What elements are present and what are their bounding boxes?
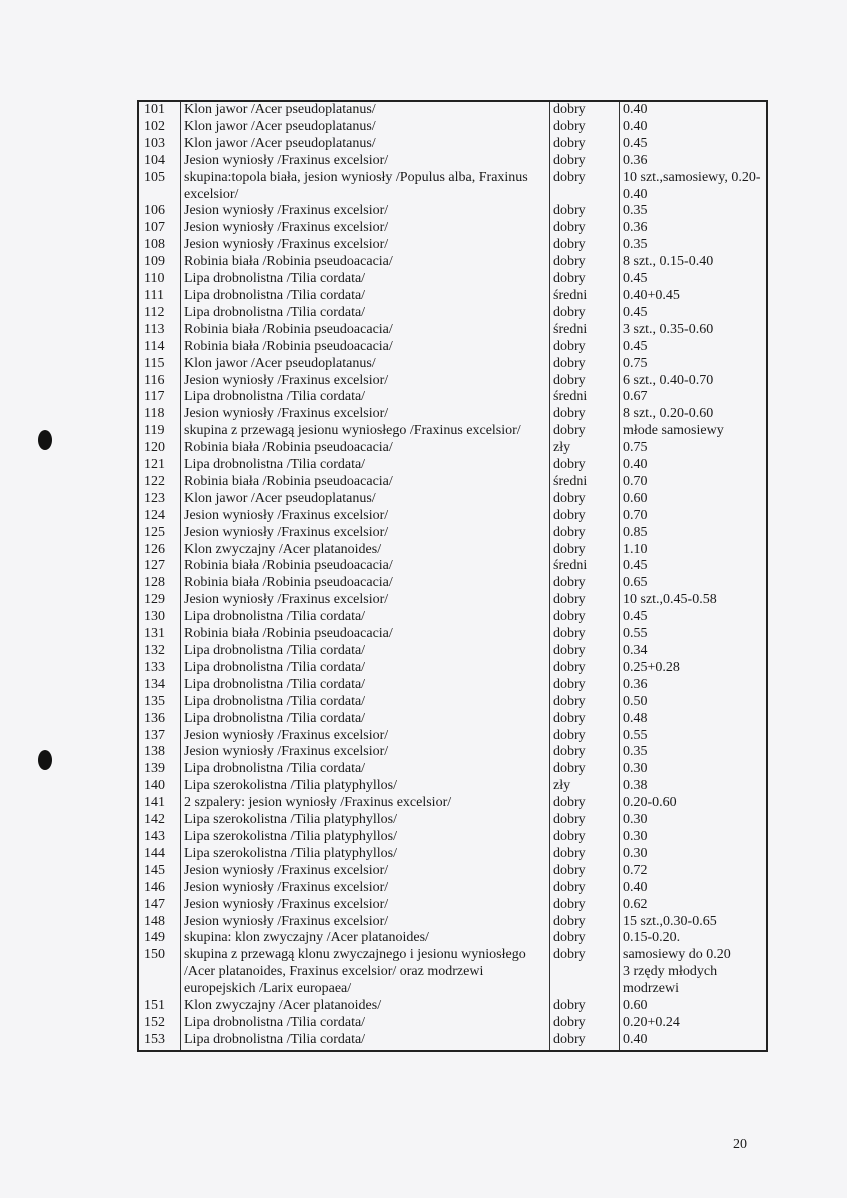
species-cell: Lipa drobnolistna /Tilia cordata/	[181, 761, 550, 778]
tree-inventory-body	[138, 101, 767, 1051]
table-row	[138, 101, 767, 119]
table-row	[138, 457, 767, 474]
diameter-cell: 1.10	[620, 542, 768, 559]
tree-number-cell: 107	[138, 220, 181, 237]
tree-number-cell: 106	[138, 203, 181, 220]
tree-number-cell: 149	[138, 930, 181, 947]
diameter-cell: 0.65	[620, 575, 768, 592]
species-cell: Robinia biała /Robinia pseudoacacia/	[181, 440, 550, 457]
condition-cell: dobry	[550, 660, 620, 677]
table-row	[138, 474, 767, 491]
species-cell: skupina z przewagą klonu zwyczajnego i jesionu wyniosłego /Acer platanoides, Fraxinus excelsior/ oraz modrzewi europejskich /Larix europaea/	[181, 947, 550, 998]
table-row	[138, 880, 767, 897]
diameter-cell: 0.45	[620, 136, 768, 153]
table-row	[138, 153, 767, 170]
diameter-cell: 0.50	[620, 694, 768, 711]
condition-cell: dobry	[550, 592, 620, 609]
tree-number-cell: 138	[138, 744, 181, 761]
table-row	[138, 170, 767, 204]
tree-number-cell: 136	[138, 711, 181, 728]
diameter-cell: 0.15-0.20.	[620, 930, 768, 947]
diameter-cell: 0.62	[620, 897, 768, 914]
tree-number-cell: 115	[138, 356, 181, 373]
condition-cell: dobry	[550, 1015, 620, 1032]
diameter-cell: 0.85	[620, 525, 768, 542]
tree-number-cell: 142	[138, 812, 181, 829]
table-row	[138, 660, 767, 677]
condition-cell: średni	[550, 474, 620, 491]
diameter-cell: 0.36	[620, 677, 768, 694]
condition-cell: dobry	[550, 795, 620, 812]
species-cell: Jesion wyniosły /Fraxinus excelsior/	[181, 863, 550, 880]
table-row	[138, 643, 767, 660]
tree-number-cell: 145	[138, 863, 181, 880]
tree-number-cell: 128	[138, 575, 181, 592]
tree-number-cell: 132	[138, 643, 181, 660]
condition-cell: dobry	[550, 880, 620, 897]
species-cell: Jesion wyniosły /Fraxinus excelsior/	[181, 203, 550, 220]
diameter-cell: 0.40	[620, 880, 768, 897]
condition-cell: dobry	[550, 136, 620, 153]
diameter-cell: 0.40	[620, 119, 768, 136]
diameter-cell: 0.34	[620, 643, 768, 660]
condition-cell: dobry	[550, 694, 620, 711]
condition-cell: dobry	[550, 998, 620, 1015]
species-cell: Lipa drobnolistna /Tilia cordata/	[181, 389, 550, 406]
table-row	[138, 795, 767, 812]
condition-cell: dobry	[550, 761, 620, 778]
species-cell: Klon jawor /Acer pseudoplatanus/	[181, 356, 550, 373]
species-cell: Jesion wyniosły /Fraxinus excelsior/	[181, 728, 550, 745]
table-row	[138, 829, 767, 846]
species-cell: Robinia biała /Robinia pseudoacacia/	[181, 254, 550, 271]
condition-cell: średni	[550, 288, 620, 305]
condition-cell: dobry	[550, 677, 620, 694]
tree-number-cell: 123	[138, 491, 181, 508]
tree-number-cell: 114	[138, 339, 181, 356]
species-cell: skupina z przewagą jesionu wyniosłego /Fraxinus excelsior/	[181, 423, 550, 440]
diameter-cell: 3 szt., 0.35-0.60	[620, 322, 768, 339]
table-row	[138, 1032, 767, 1051]
species-cell: Jesion wyniosły /Fraxinus excelsior/	[181, 237, 550, 254]
diameter-cell: 0.30	[620, 812, 768, 829]
condition-cell: dobry	[550, 220, 620, 237]
diameter-cell: 0.30	[620, 829, 768, 846]
table-row	[138, 998, 767, 1015]
species-cell: Lipa drobnolistna /Tilia cordata/	[181, 677, 550, 694]
tree-number-cell: 131	[138, 626, 181, 643]
table-row	[138, 677, 767, 694]
species-cell: Lipa drobnolistna /Tilia cordata/	[181, 711, 550, 728]
table-row	[138, 508, 767, 525]
species-cell: Klon zwyczajny /Acer platanoides/	[181, 542, 550, 559]
condition-cell: dobry	[550, 406, 620, 423]
condition-cell: dobry	[550, 339, 620, 356]
table-row	[138, 491, 767, 508]
species-cell: Jesion wyniosły /Fraxinus excelsior/	[181, 406, 550, 423]
table-row	[138, 389, 767, 406]
species-cell: Lipa drobnolistna /Tilia cordata/	[181, 271, 550, 288]
table-row	[138, 119, 767, 136]
tree-number-cell: 129	[138, 592, 181, 609]
species-cell: Robinia biała /Robinia pseudoacacia/	[181, 626, 550, 643]
diameter-cell: 8 szt., 0.15-0.40	[620, 254, 768, 271]
condition-cell: średni	[550, 558, 620, 575]
diameter-cell: 0.35	[620, 203, 768, 220]
table-row	[138, 711, 767, 728]
table-row	[138, 254, 767, 271]
condition-cell: dobry	[550, 575, 620, 592]
species-cell: Klon jawor /Acer pseudoplatanus/	[181, 136, 550, 153]
table-row	[138, 440, 767, 457]
page-number: 20	[733, 1137, 747, 1152]
diameter-cell: 0.20-0.60	[620, 795, 768, 812]
table-row	[138, 947, 767, 998]
species-cell: Lipa drobnolistna /Tilia cordata/	[181, 288, 550, 305]
species-cell: Lipa szerokolistna /Tilia platyphyllos/	[181, 829, 550, 846]
species-cell: Jesion wyniosły /Fraxinus excelsior/	[181, 914, 550, 931]
diameter-cell: 0.70	[620, 474, 768, 491]
tree-number-cell: 124	[138, 508, 181, 525]
tree-number-cell: 112	[138, 305, 181, 322]
condition-cell: dobry	[550, 271, 620, 288]
species-cell: Jesion wyniosły /Fraxinus excelsior/	[181, 897, 550, 914]
diameter-cell: 0.55	[620, 728, 768, 745]
table-row	[138, 203, 767, 220]
tree-number-cell: 102	[138, 119, 181, 136]
condition-cell: dobry	[550, 609, 620, 626]
condition-cell: dobry	[550, 153, 620, 170]
diameter-cell: 6 szt., 0.40-0.70	[620, 373, 768, 390]
condition-cell: dobry	[550, 863, 620, 880]
condition-cell: dobry	[550, 846, 620, 863]
diameter-cell: 0.35	[620, 744, 768, 761]
species-cell: Lipa drobnolistna /Tilia cordata/	[181, 643, 550, 660]
table-row	[138, 136, 767, 153]
diameter-cell: 0.45	[620, 305, 768, 322]
diameter-cell: 0.35	[620, 237, 768, 254]
tree-number-cell: 137	[138, 728, 181, 745]
species-cell: Lipa szerokolistna /Tilia platyphyllos/	[181, 812, 550, 829]
table-row	[138, 744, 767, 761]
tree-number-cell: 152	[138, 1015, 181, 1032]
species-cell: Jesion wyniosły /Fraxinus excelsior/	[181, 153, 550, 170]
punch-hole-mark	[38, 750, 52, 770]
tree-number-cell: 140	[138, 778, 181, 795]
diameter-cell: 0.45	[620, 558, 768, 575]
condition-cell: dobry	[550, 508, 620, 525]
tree-number-cell: 141	[138, 795, 181, 812]
condition-cell: dobry	[550, 119, 620, 136]
species-cell: Lipa szerokolistna /Tilia platyphyllos/	[181, 846, 550, 863]
species-cell: Jesion wyniosły /Fraxinus excelsior/	[181, 744, 550, 761]
table-row	[138, 846, 767, 863]
tree-number-cell: 139	[138, 761, 181, 778]
species-cell: Klon jawor /Acer pseudoplatanus/	[181, 119, 550, 136]
species-cell: Jesion wyniosły /Fraxinus excelsior/	[181, 220, 550, 237]
tree-number-cell: 147	[138, 897, 181, 914]
species-cell: Robinia biała /Robinia pseudoacacia/	[181, 558, 550, 575]
tree-inventory-table	[137, 100, 768, 1052]
condition-cell: dobry	[550, 457, 620, 474]
species-cell: Robinia biała /Robinia pseudoacacia/	[181, 575, 550, 592]
diameter-cell: 0.36	[620, 220, 768, 237]
condition-cell: dobry	[550, 728, 620, 745]
species-cell: Lipa szerokolistna /Tilia platyphyllos/	[181, 778, 550, 795]
diameter-cell: 0.40	[620, 1032, 768, 1051]
tree-number-cell: 105	[138, 170, 181, 204]
condition-cell: dobry	[550, 203, 620, 220]
tree-number-cell: 109	[138, 254, 181, 271]
species-cell: 2 szpalery: jesion wyniosły /Fraxinus excelsior/	[181, 795, 550, 812]
condition-cell: dobry	[550, 254, 620, 271]
species-cell: Lipa drobnolistna /Tilia cordata/	[181, 694, 550, 711]
species-cell: Robinia biała /Robinia pseudoacacia/	[181, 474, 550, 491]
condition-cell: średni	[550, 322, 620, 339]
tree-number-cell: 146	[138, 880, 181, 897]
table-row	[138, 761, 767, 778]
diameter-cell: 15 szt.,0.30-0.65	[620, 914, 768, 931]
diameter-cell: 0.60	[620, 491, 768, 508]
condition-cell: dobry	[550, 812, 620, 829]
condition-cell: dobry	[550, 626, 620, 643]
tree-number-cell: 116	[138, 373, 181, 390]
condition-cell: dobry	[550, 542, 620, 559]
tree-number-cell: 148	[138, 914, 181, 931]
table-row	[138, 609, 767, 626]
species-cell: Lipa drobnolistna /Tilia cordata/	[181, 660, 550, 677]
diameter-cell: 0.30	[620, 761, 768, 778]
condition-cell: dobry	[550, 356, 620, 373]
species-cell: Jesion wyniosły /Fraxinus excelsior/	[181, 880, 550, 897]
species-cell: Lipa drobnolistna /Tilia cordata/	[181, 609, 550, 626]
condition-cell: dobry	[550, 643, 620, 660]
condition-cell: dobry	[550, 170, 620, 204]
diameter-cell: 0.67	[620, 389, 768, 406]
condition-cell: dobry	[550, 423, 620, 440]
table-row	[138, 406, 767, 423]
diameter-cell: 0.30	[620, 846, 768, 863]
table-row	[138, 592, 767, 609]
tree-number-cell: 151	[138, 998, 181, 1015]
condition-cell: średni	[550, 389, 620, 406]
table-row	[138, 423, 767, 440]
diameter-cell: 0.45	[620, 271, 768, 288]
diameter-cell: 0.72	[620, 863, 768, 880]
table-row	[138, 558, 767, 575]
condition-cell: dobry	[550, 829, 620, 846]
tree-number-cell: 134	[138, 677, 181, 694]
species-cell: Lipa drobnolistna /Tilia cordata/	[181, 305, 550, 322]
table-row	[138, 778, 767, 795]
species-cell: Robinia biała /Robinia pseudoacacia/	[181, 322, 550, 339]
diameter-cell: 0.36	[620, 153, 768, 170]
diameter-cell: 8 szt., 0.20-0.60	[620, 406, 768, 423]
table-row	[138, 626, 767, 643]
condition-cell: dobry	[550, 914, 620, 931]
table-row	[138, 694, 767, 711]
condition-cell: dobry	[550, 373, 620, 390]
tree-number-cell: 153	[138, 1032, 181, 1051]
species-cell: Lipa drobnolistna /Tilia cordata/	[181, 457, 550, 474]
table-row	[138, 812, 767, 829]
diameter-cell: 0.40	[620, 457, 768, 474]
table-row	[138, 322, 767, 339]
punch-hole-mark	[38, 430, 52, 450]
condition-cell: dobry	[550, 1032, 620, 1051]
condition-cell: dobry	[550, 491, 620, 508]
condition-cell: dobry	[550, 897, 620, 914]
species-cell: Jesion wyniosły /Fraxinus excelsior/	[181, 525, 550, 542]
table-row	[138, 220, 767, 237]
table-row	[138, 288, 767, 305]
table-row	[138, 542, 767, 559]
diameter-cell: 0.38	[620, 778, 768, 795]
tree-number-cell: 101	[138, 101, 181, 119]
table-row	[138, 237, 767, 254]
condition-cell: dobry	[550, 930, 620, 947]
condition-cell: dobry	[550, 525, 620, 542]
tree-number-cell: 103	[138, 136, 181, 153]
diameter-cell: 0.20+0.24	[620, 1015, 768, 1032]
diameter-cell: 0.60	[620, 998, 768, 1015]
tree-number-cell: 111	[138, 288, 181, 305]
tree-number-cell: 127	[138, 558, 181, 575]
tree-number-cell: 118	[138, 406, 181, 423]
diameter-cell: 0.45	[620, 339, 768, 356]
table-row	[138, 728, 767, 745]
condition-cell: dobry	[550, 711, 620, 728]
species-cell: skupina:topola biała, jesion wyniosły /Populus alba, Fraxinus excelsior/	[181, 170, 550, 204]
tree-number-cell: 113	[138, 322, 181, 339]
species-cell: Klon zwyczajny /Acer platanoides/	[181, 998, 550, 1015]
tree-number-cell: 121	[138, 457, 181, 474]
tree-number-cell: 104	[138, 153, 181, 170]
diameter-cell: 0.75	[620, 356, 768, 373]
tree-number-cell: 143	[138, 829, 181, 846]
condition-cell: zły	[550, 778, 620, 795]
tree-number-cell: 126	[138, 542, 181, 559]
tree-number-cell: 144	[138, 846, 181, 863]
condition-cell: zły	[550, 440, 620, 457]
diameter-cell: samosiewy do 0.20 3 rzędy młodych modrzewi	[620, 947, 768, 998]
condition-cell: dobry	[550, 305, 620, 322]
tree-number-cell: 110	[138, 271, 181, 288]
species-cell: Klon jawor /Acer pseudoplatanus/	[181, 101, 550, 119]
diameter-cell: 0.75	[620, 440, 768, 457]
tree-number-cell: 150	[138, 947, 181, 998]
tree-number-cell: 120	[138, 440, 181, 457]
table-row	[138, 1015, 767, 1032]
diameter-cell: 10 szt.,samosiewy, 0.20-0.40	[620, 170, 768, 204]
condition-cell: dobry	[550, 947, 620, 998]
tree-number-cell: 122	[138, 474, 181, 491]
species-cell: Klon jawor /Acer pseudoplatanus/	[181, 491, 550, 508]
diameter-cell: 0.40	[620, 101, 768, 119]
table-row	[138, 930, 767, 947]
table-row	[138, 373, 767, 390]
condition-cell: dobry	[550, 744, 620, 761]
table-row	[138, 914, 767, 931]
tree-number-cell: 108	[138, 237, 181, 254]
table-row	[138, 305, 767, 322]
tree-number-cell: 133	[138, 660, 181, 677]
table-row	[138, 575, 767, 592]
table-row	[138, 863, 767, 880]
condition-cell: dobry	[550, 237, 620, 254]
species-cell: Jesion wyniosły /Fraxinus excelsior/	[181, 508, 550, 525]
diameter-cell: 10 szt.,0.45-0.58	[620, 592, 768, 609]
diameter-cell: 0.48	[620, 711, 768, 728]
species-cell: Jesion wyniosły /Fraxinus excelsior/	[181, 373, 550, 390]
diameter-cell: 0.25+0.28	[620, 660, 768, 677]
species-cell: Jesion wyniosły /Fraxinus excelsior/	[181, 592, 550, 609]
table-row	[138, 897, 767, 914]
diameter-cell: 0.70	[620, 508, 768, 525]
diameter-cell: 0.45	[620, 609, 768, 626]
diameter-cell: młode samosiewy	[620, 423, 768, 440]
tree-number-cell: 119	[138, 423, 181, 440]
condition-cell: dobry	[550, 101, 620, 119]
table-row	[138, 271, 767, 288]
species-cell: Lipa drobnolistna /Tilia cordata/	[181, 1032, 550, 1051]
species-cell: Robinia biała /Robinia pseudoacacia/	[181, 339, 550, 356]
table-row	[138, 356, 767, 373]
species-cell: skupina: klon zwyczajny /Acer platanoides/	[181, 930, 550, 947]
tree-number-cell: 135	[138, 694, 181, 711]
tree-number-cell: 130	[138, 609, 181, 626]
diameter-cell: 0.40+0.45	[620, 288, 768, 305]
diameter-cell: 0.55	[620, 626, 768, 643]
table-row	[138, 525, 767, 542]
tree-number-cell: 117	[138, 389, 181, 406]
tree-number-cell: 125	[138, 525, 181, 542]
table-row	[138, 339, 767, 356]
species-cell: Lipa drobnolistna /Tilia cordata/	[181, 1015, 550, 1032]
